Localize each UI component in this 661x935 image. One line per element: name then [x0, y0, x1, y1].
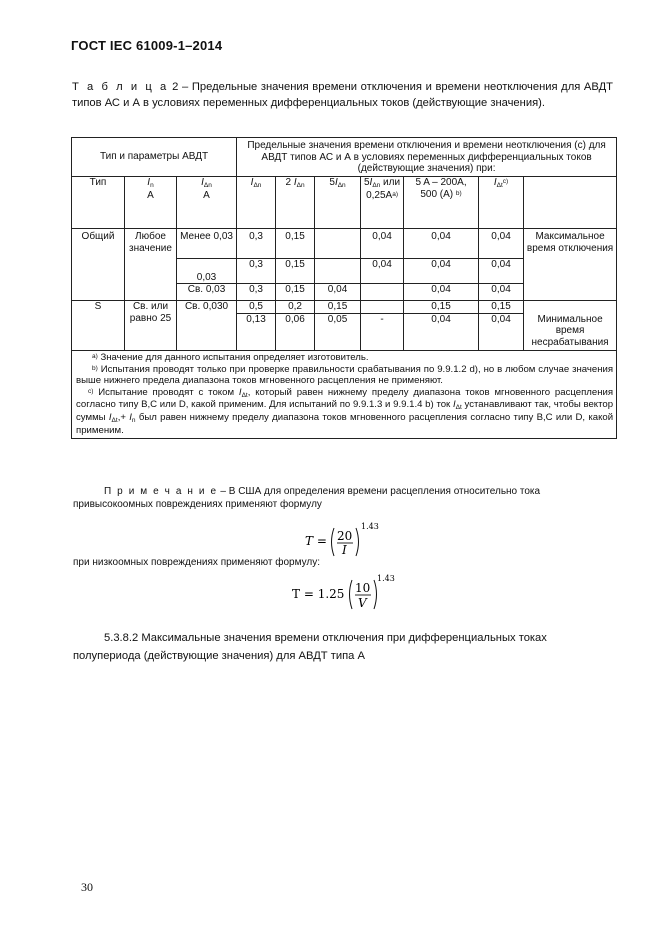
footnote-a	[76, 352, 613, 364]
table-cell: 0,2	[276, 301, 315, 314]
table-header-row	[72, 138, 617, 177]
col-in-unit: A	[147, 189, 154, 201]
col-5x-or-tail: или	[380, 177, 401, 188]
footnote-c-sub3: Δt	[111, 416, 118, 424]
formula-2-lhs: T = 1.25	[292, 587, 345, 601]
header-limit-values: Предельные значения времени отключения и времени неотключения (с) для АВДТ типов АС и А в условиях переменных дифференциальных токов (действующие значения) при:	[237, 138, 617, 177]
table-cell: 0,04	[315, 284, 361, 301]
table-cell: 0,05	[315, 314, 361, 351]
col-5x	[315, 177, 361, 229]
table-cell: 0,04	[361, 229, 404, 259]
general-idn-1: Менее 0,03	[177, 229, 237, 259]
footnote-b-mark: b)	[92, 364, 98, 372]
table-cell: 0,04	[404, 314, 479, 351]
table-caption	[72, 79, 613, 111]
col-idt	[479, 177, 524, 229]
col-5x-sym: I	[334, 177, 338, 188]
footnote-c-text4: ,+	[117, 411, 130, 423]
s-in: Св. или равно 25	[125, 301, 177, 351]
section-heading-cont: полупериода (действующие значения) для АВДТ типа А	[73, 650, 365, 662]
col-5a-line1: 5 A – 200A,	[415, 177, 467, 188]
formula-1	[300, 516, 390, 560]
general-idn-3: Св. 0,03	[177, 284, 237, 301]
document-header: ГОСТ IEC 61009-1–2014	[71, 38, 223, 53]
table-cell: 0,3	[237, 284, 276, 301]
note-text: – В США для определения времени расцепления относительно тока	[217, 486, 541, 497]
footnote-c-mark: c)	[88, 387, 94, 395]
table-cell: 0,04	[404, 284, 479, 301]
formula-2-rparen	[374, 580, 377, 609]
caption-text: 2 – Предельные значения времени отключения и времени неотключения для АВДТ типов АС и А в условиях переменных дифференциальных токов (действующие значения).	[72, 81, 614, 109]
s-idn: Св. 0,030	[177, 301, 237, 351]
formula-2-lparen	[350, 580, 353, 609]
formula-1-num: 20	[337, 529, 353, 543]
general-in: Любое значение	[125, 229, 177, 301]
col-idt-sym: I	[493, 177, 497, 188]
table-cell: 0,15	[276, 259, 315, 284]
table-cell: 0,15	[479, 301, 524, 314]
col-5x-or	[361, 177, 404, 229]
table-cell	[361, 301, 404, 314]
col-5a-line2: 500 (A)	[420, 188, 456, 200]
s-remark-top	[524, 301, 617, 314]
formula-1-exp: 1.43	[361, 522, 379, 531]
col-idn-sub: Δn	[203, 182, 212, 189]
formula-2-num: 10	[355, 581, 371, 595]
col-1x-sym: I	[250, 177, 254, 188]
col-in-sym: I	[147, 177, 151, 188]
footnote-c-sub4: n	[131, 416, 136, 424]
footnote-c-sym2: I	[452, 399, 456, 411]
table-cell: 0,04	[404, 259, 479, 284]
table-cell: 0,06	[276, 314, 315, 351]
formula-1-rparen	[356, 528, 359, 556]
col-2x	[276, 177, 315, 229]
footnote-c-text3: устанавливают так, чтобы вектор суммы	[76, 399, 614, 423]
col-2x-sym: I	[293, 177, 297, 188]
table-cell: 0,04	[361, 259, 404, 284]
note-lead: П р и м е ч а н и е	[104, 486, 218, 497]
note-paragraph	[104, 484, 616, 499]
formula-2-exp: 1.43	[377, 574, 395, 583]
caption-lead: Т а б л и ц а	[72, 81, 169, 93]
table-notes-row	[72, 351, 617, 439]
col-in-sub: n	[150, 182, 154, 189]
table-cell: 0,15	[315, 301, 361, 314]
footnote-c-sym1: I	[238, 386, 242, 398]
col-5x-or-pre: 5	[363, 177, 370, 188]
col-idt-sub: Δt	[496, 182, 503, 189]
col-idn-sym: I	[201, 177, 204, 188]
col-1x-sub: Δn	[253, 182, 262, 189]
general-idn-2: 0,03	[177, 259, 237, 284]
s-remark: Минимальное время несрабатывания	[524, 314, 617, 351]
formula-2-den: V	[358, 596, 367, 610]
footnote-c-sym3: I	[108, 411, 112, 423]
col-5x-or-sym: I	[369, 177, 373, 188]
s-type: S	[72, 301, 125, 351]
header-type-params: Тип и параметры АВДТ	[72, 138, 237, 177]
table-row	[72, 229, 617, 259]
footnote-c-text5: был равен нижнему пределу диапазона токов мгновенного расцепления согласно типу B,C или D, какой применим.	[76, 411, 614, 436]
footnote-a-mark: a)	[92, 353, 98, 360]
note-text-2: привысокоомных повреждениях применяют формулу	[73, 499, 322, 510]
table-cell: -	[361, 314, 404, 351]
col-idn	[177, 177, 237, 229]
col-5x-sub: Δn	[337, 182, 346, 189]
formula-1-den: I	[342, 543, 347, 557]
col-idn-unit: A	[203, 189, 210, 201]
table-subheader-row	[72, 177, 617, 229]
col-5x-or-sup: a)	[392, 190, 398, 198]
general-remark: Максимальное время отключения	[524, 229, 617, 301]
table-cell: 0,04	[479, 314, 524, 351]
col-5x-or-sub: Δn	[372, 182, 381, 189]
col-idt-sup: c)	[502, 178, 509, 185]
table-cell: 0,3	[237, 259, 276, 284]
table-footnotes	[72, 351, 617, 439]
footnote-c-sub2: Δt	[455, 404, 462, 412]
col-in	[125, 177, 177, 229]
footnote-b-text: Испытания проводят только при проверке правильности срабатывания по 9.9.1.2 d), но в любом случае значения выше нижнего предела диапазона токов мгновенного расцепления не применяют.	[76, 363, 614, 387]
formula-1-lhs: T =	[305, 534, 327, 548]
col-2x-sub: Δn	[296, 182, 305, 189]
table-cell: 0,15	[404, 301, 479, 314]
table-cell: 0,15	[276, 229, 315, 259]
time-limits-table	[71, 137, 617, 439]
formula-1-lparen	[332, 528, 335, 556]
formula-2-intro: при низкоомных повреждениях применяют формулу:	[73, 557, 321, 568]
table-cell: 0,04	[404, 229, 479, 259]
table-cell: 0,15	[276, 284, 315, 301]
table-cell: 0,5	[237, 301, 276, 314]
col-5a-200a	[404, 177, 479, 229]
footnote-a-text: Значение для данного испытания определяет изготовитель.	[100, 352, 369, 363]
table-cell: 0,04	[479, 229, 524, 259]
footnote-c-sub1: Δt	[241, 391, 248, 399]
col-5x-or-line2: 0,25A	[366, 189, 393, 201]
footnote-b	[76, 364, 613, 387]
col-5x-pre: 5	[329, 177, 335, 188]
table-cell: 0,3	[237, 229, 276, 259]
table-row	[72, 301, 617, 314]
col-type: Тип	[72, 177, 125, 229]
footnote-c	[76, 387, 613, 436]
section-heading: 5.3.8.2 Максимальные значения времени отключения при дифференциальных токах	[104, 632, 547, 644]
formula-2	[287, 573, 397, 613]
table-cell: 0,04	[479, 259, 524, 284]
col-2x-pre: 2	[285, 177, 294, 188]
footnote-c-sym4: I	[129, 411, 132, 423]
general-type: Общий	[72, 229, 125, 301]
table-cell	[361, 284, 404, 301]
table-cell: 0,04	[479, 284, 524, 301]
table-cell: 0,13	[237, 314, 276, 351]
page-number: 30	[81, 880, 93, 894]
footnote-c-text1: Испытание проводят с током	[98, 386, 239, 398]
footnote-c-text2: , который равен нижнему пределу диапазона токов мгновенного расцепления согласно типу B,C или D, какой применим. Для испытаний по 9.9.1.3 и 9.9.1.4 b) ток	[76, 386, 614, 411]
table-cell	[315, 259, 361, 284]
col-1x	[237, 177, 276, 229]
table-cell	[315, 229, 361, 259]
col-remark	[524, 177, 617, 229]
col-5a-sup: b)	[455, 189, 462, 197]
